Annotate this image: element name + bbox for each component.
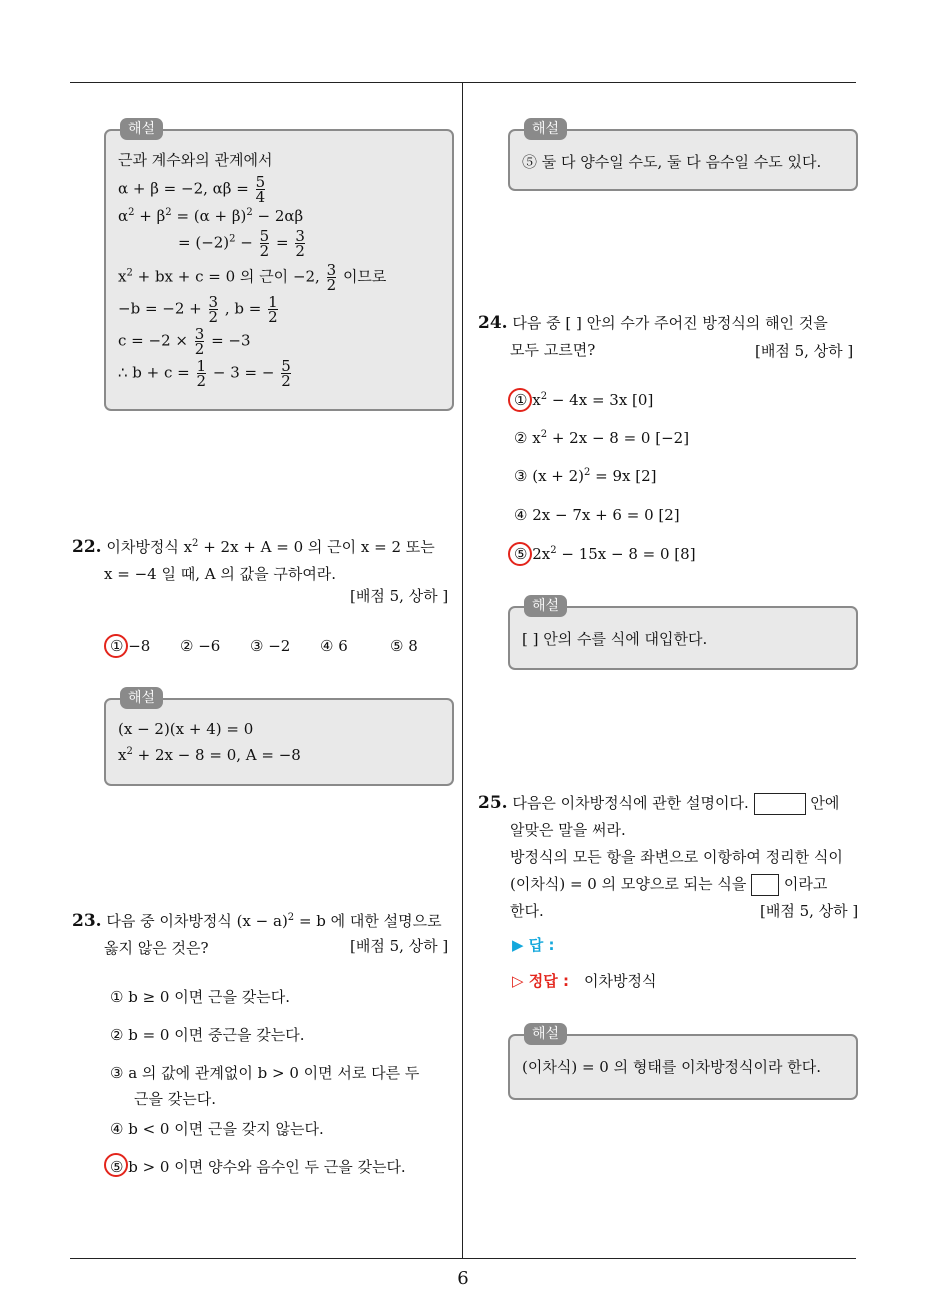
sol23-line1: ⑤ 둘 다 양수일 수도, 둘 다 음수일 수도 있다. <box>522 153 822 171</box>
page-number: 6 <box>457 1268 469 1289</box>
q22-option-1[interactable]: ① −8 <box>110 637 151 655</box>
sol21-line1: 근과 계수와의 관계에서 <box>118 151 273 169</box>
question-23: 23. 다음 중 이차방정식 $(x - a)^2 = b$ 에 대한 설명으로 옳지 않은 것은? <box>72 911 442 957</box>
q24-option-2[interactable]: ② $x^2 + 2x - 8 = 0$ [−2] <box>514 429 690 447</box>
solution-box-22 <box>104 690 454 786</box>
answer-blank-box[interactable] <box>754 793 806 815</box>
sol22-line1: (x − 2)(x + 4) = 0 <box>118 720 254 738</box>
q22-option-3[interactable]: ③ −2 <box>250 637 291 655</box>
question-22: 22. 이차방정식 $x^2 + 2x + A = 0$ 의 근이 x = 2 또는 x = −4 일 때, A 의 값을 구하여라. <box>72 537 435 583</box>
solution-tag: 해설 <box>524 595 567 617</box>
q23-option-4[interactable]: ④ b < 0 이면 근을 갖지 않는다. <box>110 1120 324 1138</box>
question-25: 25. 다음은 이차방정식에 관한 설명이다. 안에 알맞은 말을 써라. 방정식의 모든 항을 좌변으로 이항하여 정리한 식이 (이차식) = 0 의 모양으로 되는 식을 이라고 한다. <box>478 793 843 920</box>
solution-box-24 <box>508 598 858 670</box>
q22-option-2[interactable]: ② −6 <box>180 637 221 655</box>
solution-box-23 <box>508 121 858 191</box>
column-divider <box>462 83 463 1259</box>
sol21-line8: ∴ b + c = $\frac{1}{2}$ − 3 = − $\frac{5}{2}$ <box>118 357 291 390</box>
points-label: [배점 5, 상하 ] <box>350 937 449 955</box>
q24-option-4[interactable]: ④ 2x − 7x + 6 = 0 [2] <box>514 506 680 524</box>
bottom-rule <box>70 1258 856 1259</box>
top-rule <box>70 82 856 83</box>
fraction: $\frac{5}{4}$ <box>255 173 266 206</box>
q22-option-4[interactable]: ④ 6 <box>320 637 348 655</box>
q24-option-3[interactable]: ③ $(x + 2)^2 = 9x$ [2] <box>514 467 657 485</box>
sol25-line1: (이차식) = 0 의 형태를 이차방정식이라 한다. <box>522 1058 822 1076</box>
q22-option-5[interactable]: ⑤ 8 <box>390 637 418 655</box>
answer-field[interactable]: ▶ 답 : <box>512 936 555 954</box>
sol21-line5: $x^2$ + bx + c = 0 의 근이 −2, $\frac{3}{2}$ 이므로 <box>118 261 387 294</box>
solution-tag: 해설 <box>120 118 163 140</box>
sol21-line7: c = −2 × $\frac{3}{2}$ = −3 <box>118 325 251 358</box>
question-24: 24. 다음 중 [ ] 안의 수가 주어진 방정식의 해인 것을 모두 고르면? <box>478 313 828 359</box>
q23-option-5[interactable]: ⑤ b > 0 이면 양수와 음수인 두 근을 갖는다. <box>110 1158 406 1176</box>
points-label: [배점 5, 상하 ] <box>350 587 449 605</box>
sol21-line4: = $(-2)^2$ − $\frac{5}{2}$ = $\frac{3}{2}$ <box>178 227 305 260</box>
correct-answer-value: 이차방정식 <box>584 972 657 990</box>
solution-tag: 해설 <box>524 1023 567 1045</box>
points-label: [배점 5, 상하 ] <box>760 902 859 920</box>
solution-tag: 해설 <box>524 118 567 140</box>
sol21-line3: $\alpha^2 + \beta^2 = (\alpha + \beta)^2 - 2\alpha\beta$ <box>118 207 304 225</box>
correct-answer-label: ▷ 정답 : <box>512 972 569 990</box>
q24-option-1[interactable]: ① $x^2 - 4x = 3x$ [0] <box>514 391 654 409</box>
answer-blank-box[interactable] <box>751 874 779 896</box>
sol22-line2: $x^2 + 2x - 8 = 0$, A = −8 <box>118 746 301 764</box>
q24-option-5[interactable]: ⑤ $2x^2 - 15x - 8 = 0$ [8] <box>514 545 696 563</box>
q23-option-1[interactable]: ① b ≥ 0 이면 근을 갖는다. <box>110 988 290 1006</box>
sol21-line2: α + β = −2, αβ = $\frac{5}{4}$ <box>118 173 266 206</box>
points-label: [배점 5, 상하 ] <box>755 342 854 360</box>
solution-tag: 해설 <box>120 687 163 709</box>
q23-option-3[interactable]: ③ a 의 값에 관계없이 b > 0 이면 서로 다른 두 <box>110 1064 420 1082</box>
q23-option-3-cont: 근을 갖는다. <box>134 1090 216 1108</box>
solution-box-21 <box>104 121 454 411</box>
sol21-line6: −b = −2 + $\frac{3}{2}$ , b = $\frac{1}{2}$ <box>118 293 278 326</box>
q23-option-2[interactable]: ② b = 0 이면 중근을 갖는다. <box>110 1026 305 1044</box>
solution-box-25 <box>508 1026 858 1100</box>
sol24-line1: [ ] 안의 수를 식에 대입한다. <box>522 630 708 648</box>
